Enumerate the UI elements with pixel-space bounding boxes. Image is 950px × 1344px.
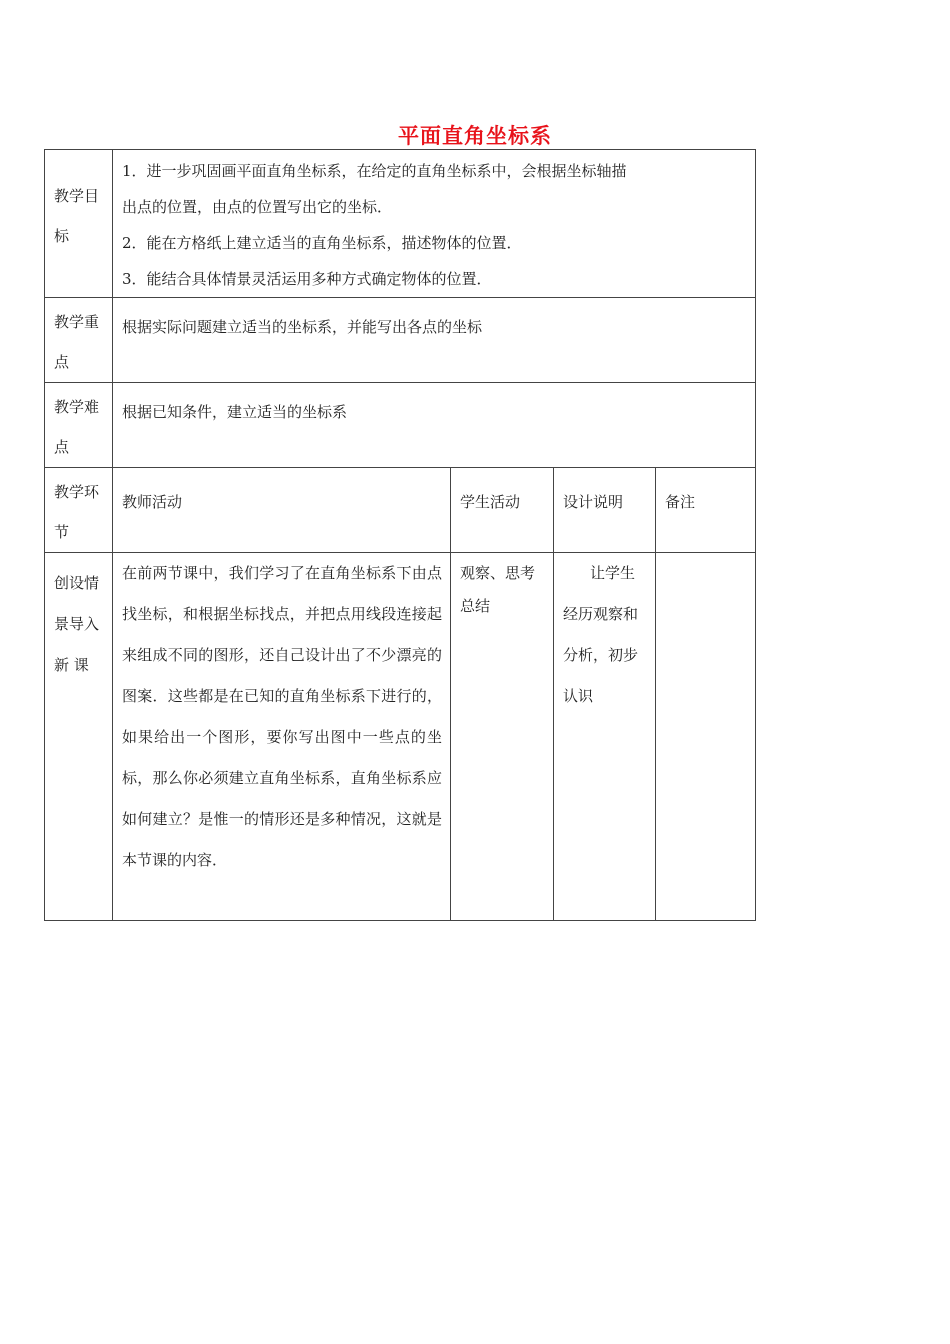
header-teacher: 教师活动 <box>113 468 451 553</box>
intro-row <box>45 553 756 921</box>
goals-content <box>113 150 756 298</box>
goals-label-text: 教学目标 <box>54 187 100 245</box>
header-student: 学生活动 <box>451 468 554 553</box>
header-notes: 备注 <box>656 468 756 553</box>
difficulty-label-text: 教学难点 <box>54 398 100 456</box>
intro-student <box>451 553 554 921</box>
goals-row <box>45 150 756 298</box>
header-label <box>45 468 113 553</box>
goal-line-3: 2．能在方格纸上建立适当的直角坐标系，描述物体的位置． <box>122 234 522 252</box>
header-design: 设计说明 <box>554 468 656 553</box>
header-label-text: 教学环节 <box>54 483 100 541</box>
difficulty-label <box>45 383 113 468</box>
intro-label-text: 创设情景导入新 课 <box>54 574 100 674</box>
key-point-label <box>45 298 113 383</box>
page-title: 平面直角坐标系 <box>398 124 552 148</box>
intro-student-text: 观察、思考总结 <box>460 564 536 615</box>
difficulty-row <box>45 383 756 468</box>
key-point-row <box>45 298 756 383</box>
goal-line-4: 3．能结合具体情景灵活运用多种方式确定物体的位置． <box>122 270 492 288</box>
intro-design <box>554 553 656 921</box>
header-row <box>45 468 756 553</box>
intro-design-text: 让学生经历观察和分析，初步认识 <box>563 564 639 705</box>
key-point-content: 根据实际问题建立适当的坐标系，并能写出各点的坐标 <box>113 298 756 383</box>
key-point-label-text: 教学重点 <box>54 313 100 371</box>
goal-line-2: 出点的位置，由点的位置写出它的坐标． <box>122 198 393 216</box>
difficulty-content: 根据已知条件，建立适当的坐标系 <box>113 383 756 468</box>
intro-teacher: 在前两节课中，我们学习了在直角坐标系下由点找坐标，和根据坐标找点，并把点用线段连接起来组成不同的图形，还自己设计出了不少漂亮的图案．这些都是在已知的直角坐标系下进行的，如果给出一个图形，要你写出图中一些点的坐标，那么你必须建立直角坐标系，直角坐标系应如何建立？是惟一的情形还是多种情况，这就是本节课的内容． <box>113 553 451 921</box>
intro-notes <box>656 553 756 921</box>
intro-label <box>45 553 113 921</box>
goal-line-1: 1．进一步巩固画平面直角坐标系，在给定的直角坐标系中，会根据坐标轴描 <box>122 162 627 180</box>
goals-label <box>45 150 113 298</box>
lesson-plan-table <box>44 149 756 921</box>
